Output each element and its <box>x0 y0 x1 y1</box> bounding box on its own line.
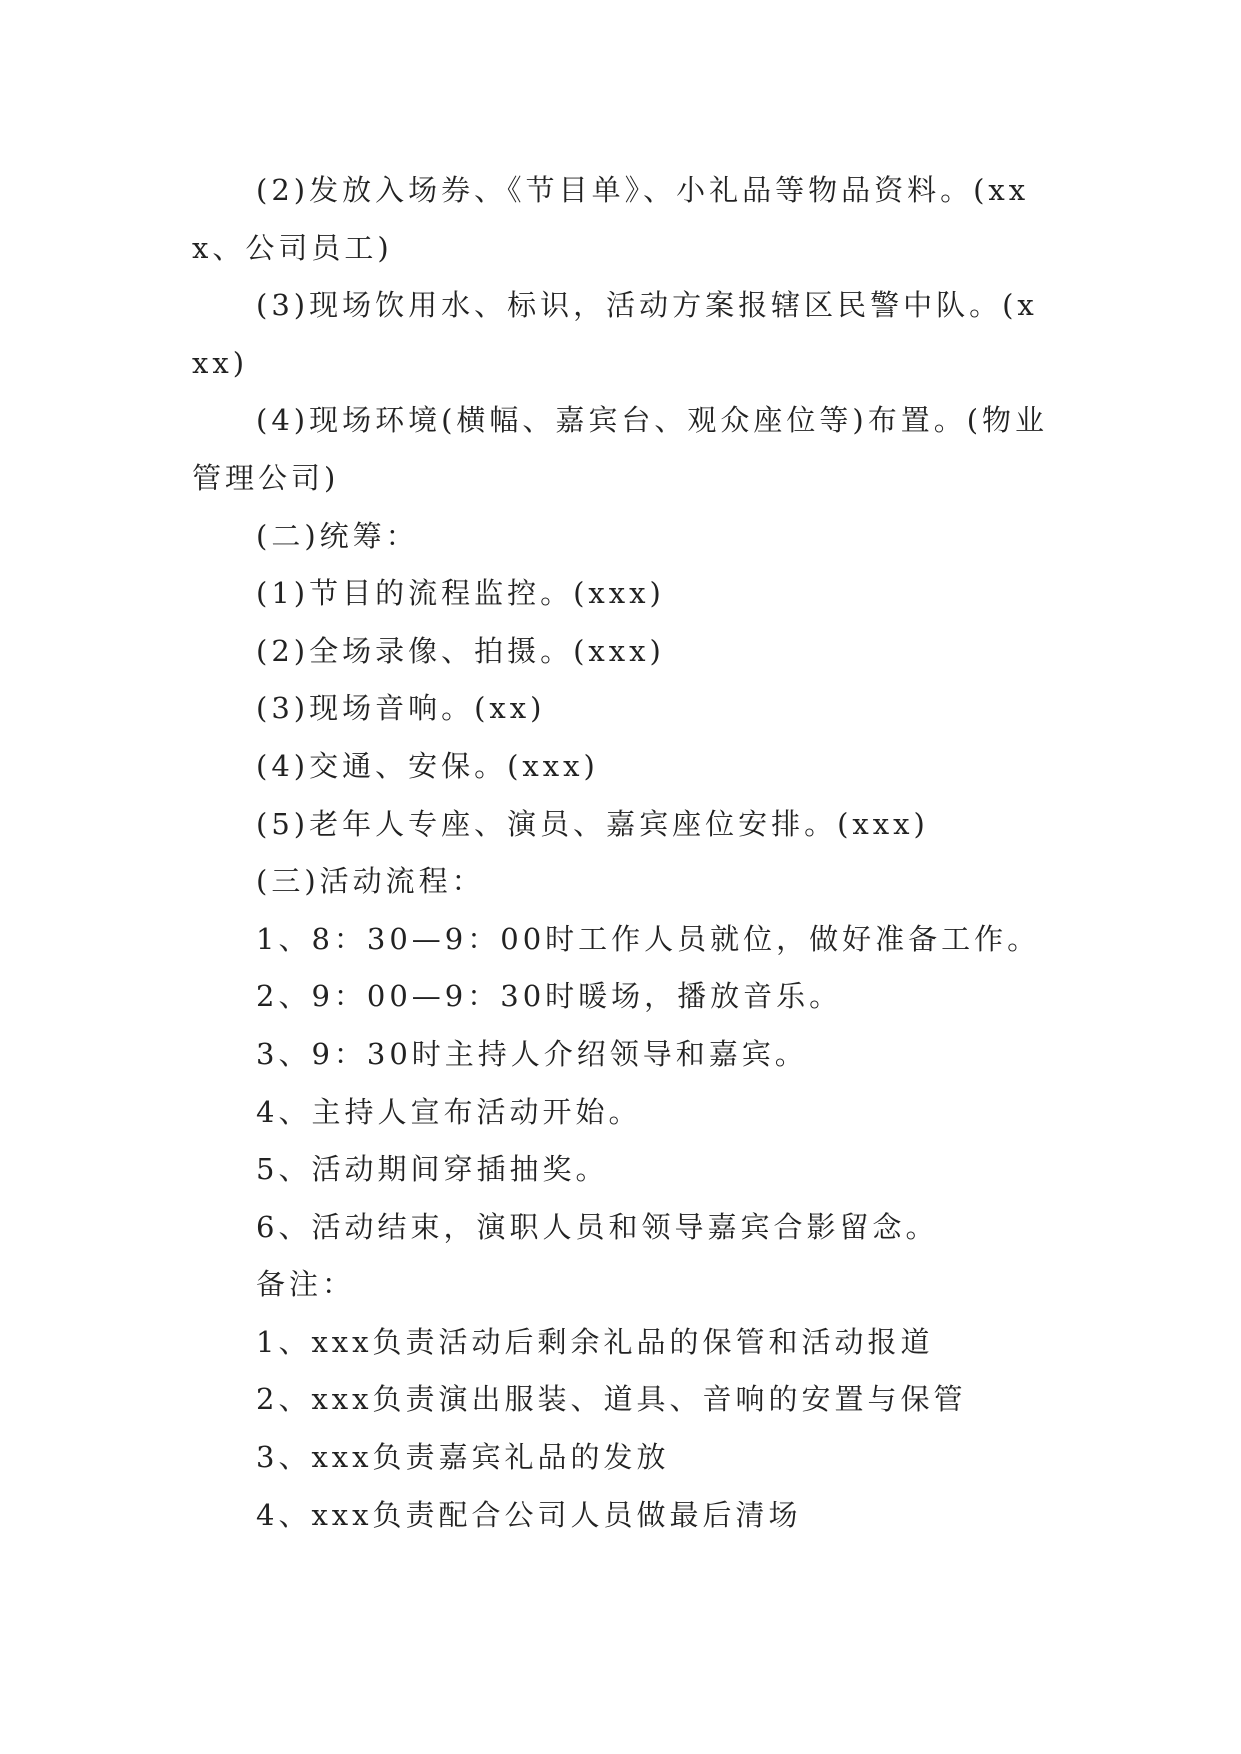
paragraph-21: 4、xxx负责配合公司人员做最后清场 <box>256 1497 802 1532</box>
paragraph-17: 备注： <box>256 1267 356 1302</box>
paragraph-8: (4)交通、安保。(xxx) <box>256 748 599 783</box>
paragraph-18: 1、xxx负责活动后剩余礼品的保管和活动报道 <box>256 1324 934 1359</box>
paragraph-14: 4、主持人宣布活动开始。 <box>256 1094 642 1129</box>
paragraph-7: (3)现场音响。(xx) <box>256 691 546 726</box>
paragraph-3: (4)现场环境(横幅、嘉宾台、观众座位等)布置。(物业管理公司) <box>192 403 1049 495</box>
paragraph-2: (3)现场饮用水、标识，活动方案报辖区民警中队。(xxx) <box>192 288 1038 380</box>
paragraph-4: (二)统筹： <box>256 518 419 553</box>
paragraph-6: (2)全场录像、拍摄。(xxx) <box>256 633 665 668</box>
paragraph-11: 1、8：30—9：00时工作人员就位，做好准备工作。 <box>256 921 1041 956</box>
paragraph-1: (2)发放入场券、《节目单》、小礼品等物品资料。(xxx、公司员工) <box>192 173 1030 265</box>
paragraph-16: 6、活动结束，演职人员和领导嘉宾合影留念。 <box>256 1209 939 1244</box>
paragraph-15: 5、活动期间穿插抽奖。 <box>256 1152 609 1187</box>
document-body <box>192 162 1052 1544</box>
paragraph-19: 2、xxx负责演出服装、道具、音响的安置与保管 <box>256 1382 967 1417</box>
paragraph-13: 3、9：30时主持人介绍领导和嘉宾。 <box>256 1036 808 1071</box>
paragraph-20: 3、xxx负责嘉宾礼品的发放 <box>256 1440 670 1475</box>
paragraph-12: 2、9：00—9：30时暖场，播放音乐。 <box>256 979 843 1014</box>
paragraph-5: (1)节目的流程监控。(xxx) <box>256 576 665 611</box>
paragraph-9: (5)老年人专座、演员、嘉宾座位安排。(xxx) <box>256 806 929 841</box>
paragraph-10: (三)活动流程： <box>256 864 485 899</box>
